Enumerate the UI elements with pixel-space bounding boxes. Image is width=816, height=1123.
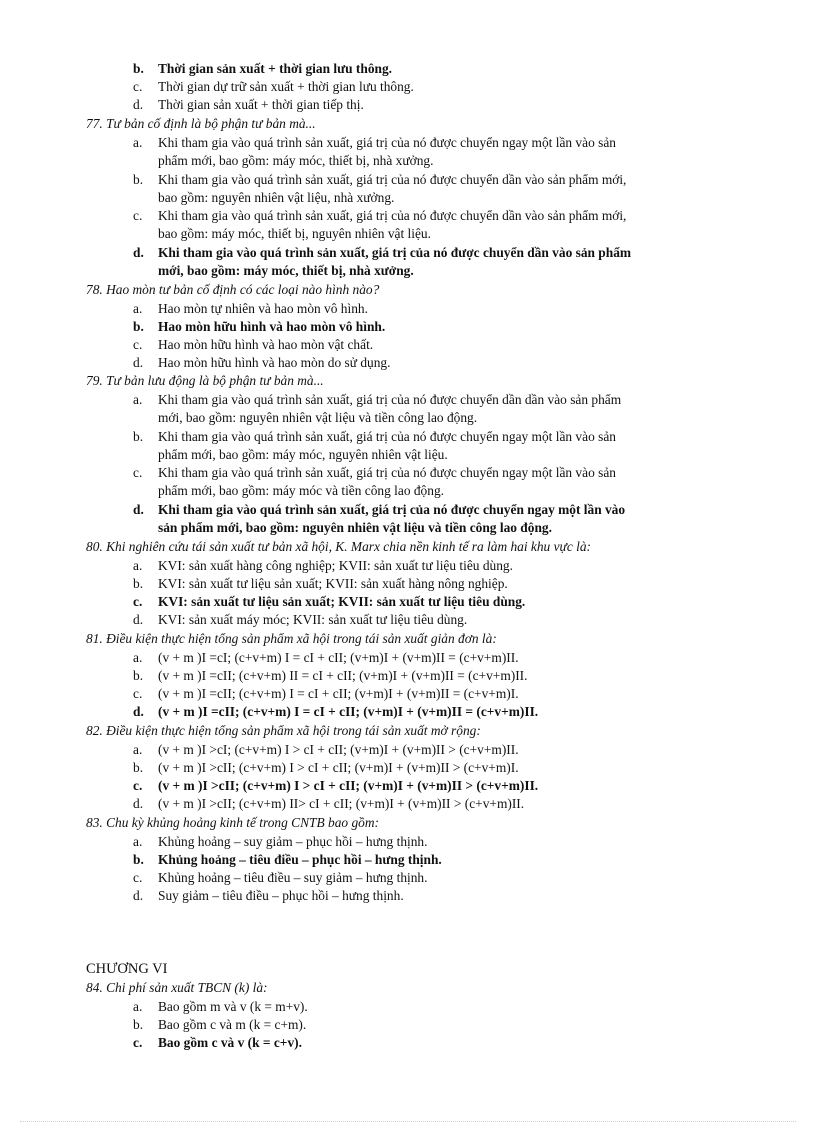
- question-83: 83. Chu kỳ khủng hoảng kinh tế trong CNTB bao gồm:: [86, 815, 379, 830]
- q81-option-a: a. (v + m )I =cI; (c+v+m) I = cI + cII; (v+m)I + (v+m)II = (c+v+m)II.: [133, 650, 519, 665]
- q84-option-c: c. Bao gồm c và v (k = c+v).: [133, 1035, 302, 1050]
- q79-option-c: c. Khi tham gia vào quá trình sản xuất, giá trị của nó được chuyển ngay một lần vào sản: [133, 465, 616, 480]
- q80-option-d: d. KVI: sản xuất máy móc; KVII: sản xuất tư liệu tiêu dùng.: [133, 612, 468, 627]
- q80-option-c: c. KVI: sản xuất tư liệu sản xuất; KVII: sản xuất tư liệu tiêu dùng.: [133, 594, 526, 609]
- q79-option-a-cont: mới, bao gồm: nguyên nhiên vật liệu và tiền công lao động.: [158, 410, 478, 425]
- option-prev-d: d. Thời gian sản xuất + thời gian tiếp thị.: [133, 97, 364, 112]
- q77-option-b-cont: bao gồm: nguyên nhiên vật liệu, nhà xưởng.: [158, 190, 395, 205]
- q81-option-c: c. (v + m )I =cII; (c+v+m) I = cI + cII; (v+m)I + (v+m)II = (c+v+m)I.: [133, 686, 519, 701]
- chapter-title: CHƯƠNG VI: [86, 961, 168, 977]
- option-prev-c: c. Thời gian dự trữ sản xuất + thời gian lưu thông.: [133, 79, 414, 94]
- q78-option-b: b. Hao mòn hữu hình và hao mòn vô hình.: [133, 319, 386, 334]
- q80-option-a: a. KVI: sản xuất hàng công nghiệp; KVII: sản xuất tư liệu tiêu dùng.: [133, 558, 513, 573]
- q79-option-d-cont: sản phẩm mới, bao gồm: nguyên nhiên vật liệu và tiền công lao động.: [158, 520, 552, 535]
- q77-option-c-cont: bao gồm: máy móc, thiết bị, nguyên nhiên vật liệu.: [158, 226, 431, 241]
- q78-option-d: d. Hao mòn hữu hình và hao mòn do sử dụng.: [133, 355, 391, 370]
- q77-option-b: b. Khi tham gia vào quá trình sản xuất, giá trị của nó được chuyển dần vào sản phẩm mới,: [133, 172, 627, 187]
- q81-option-d: d. (v + m )I =cII; (c+v+m) I = cI + cII; (v+m)I + (v+m)II = (c+v+m)II.: [133, 704, 539, 719]
- q79-option-a: a. Khi tham gia vào quá trình sản xuất, giá trị của nó được chuyển dần dần vào sản phẩm: [133, 392, 622, 407]
- q79-option-c-cont: phẩm mới, bao gồm: máy móc và tiền công lao động.: [158, 483, 444, 498]
- q84-option-a: a. Bao gồm m và v (k = m+v).: [133, 999, 308, 1014]
- q82-option-b: b. (v + m )I >cII; (c+v+m) I > cI + cII; (v+m)I + (v+m)II > (c+v+m)I.: [133, 760, 519, 775]
- q83-option-a: a. Khủng hoảng – suy giảm – phục hồi – hưng thịnh.: [133, 834, 428, 849]
- question-84: 84. Chi phí sản xuất TBCN (k) là:: [86, 980, 268, 995]
- question-78: 78. Hao mòn tư bản cố định có các loại nào hình nào?: [86, 282, 380, 297]
- q77-option-d: d. Khi tham gia vào quá trình sản xuất, giá trị của nó được chuyển dần vào sản phẩm: [133, 245, 632, 260]
- q77-option-c: c. Khi tham gia vào quá trình sản xuất, giá trị của nó được chuyển dần vào sản phẩm mới,: [133, 208, 627, 223]
- q83-option-b: b. Khủng hoảng – tiêu điều – phục hồi – hưng thịnh.: [133, 852, 442, 867]
- question-80: 80. Khi nghiên cứu tái sản xuất tư bản xã hội, K. Marx chia nền kinh tế ra làm hai khu vực là:: [86, 539, 592, 554]
- q78-option-c: c. Hao mòn hữu hình và hao mòn vật chất.: [133, 337, 374, 352]
- question-77: 77. Tư bản cố định là bộ phận tư bản mà...: [86, 116, 316, 131]
- q82-option-c: c. (v + m )I >cII; (c+v+m) I > cI + cII; (v+m)I + (v+m)II > (c+v+m)II.: [133, 778, 539, 793]
- q78-option-a: a. Hao mòn tự nhiên và hao mòn vô hình.: [133, 301, 368, 316]
- q77-option-a-cont: phẩm mới, bao gồm: máy móc, thiết bị, nhà xưởng.: [158, 153, 434, 168]
- question-82: 82. Điều kiện thực hiện tổng sản phẩm xã hội trong tái sản xuất mở rộng:: [86, 723, 481, 738]
- q79-option-b-cont: phẩm mới, bao gồm: máy móc, nguyên nhiên vật liệu.: [158, 447, 448, 462]
- page-bottom-divider: [20, 1121, 796, 1122]
- q79-option-b: b. Khi tham gia vào quá trình sản xuất, giá trị của nó được chuyển ngay một lần vào sản: [133, 429, 616, 444]
- q80-option-b: b. KVI: sản xuất tư liệu sản xuất; KVII: sản xuất hàng nông nghiệp.: [133, 576, 508, 591]
- question-79: 79. Tư bản lưu động là bộ phận tư bản mà...: [86, 373, 324, 388]
- q77-option-d-cont: mới, bao gồm: máy móc, thiết bị, nhà xưởng.: [158, 263, 414, 278]
- question-81: 81. Điều kiện thực hiện tổng sản phẩm xã hội trong tái sản xuất giản đơn là:: [86, 631, 497, 646]
- q79-option-d: d. Khi tham gia vào quá trình sản xuất, giá trị của nó được chuyển ngay một lần vào: [133, 502, 626, 517]
- option-prev-b: b. Thời gian sản xuất + thời gian lưu thông.: [133, 61, 393, 76]
- q83-option-c: c. Khủng hoảng – tiêu điều – suy giảm – hưng thịnh.: [133, 870, 428, 885]
- q81-option-b: b. (v + m )I =cII; (c+v+m) II = cI + cII; (v+m)I + (v+m)II = (c+v+m)II.: [133, 668, 528, 683]
- q83-option-d: d. Suy giảm – tiêu điều – phục hồi – hưng thịnh.: [133, 888, 404, 903]
- q82-option-a: a. (v + m )I >cI; (c+v+m) I > cI + cII; (v+m)I + (v+m)II > (c+v+m)II.: [133, 742, 519, 757]
- q77-option-a: a. Khi tham gia vào quá trình sản xuất, giá trị của nó được chuyển ngay một lần vào sản: [133, 135, 616, 150]
- q82-option-d: d. (v + m )I >cII; (c+v+m) II> cI + cII; (v+m)I + (v+m)II > (c+v+m)II.: [133, 796, 525, 811]
- q84-option-b: b. Bao gồm c và m (k = c+m).: [133, 1017, 307, 1032]
